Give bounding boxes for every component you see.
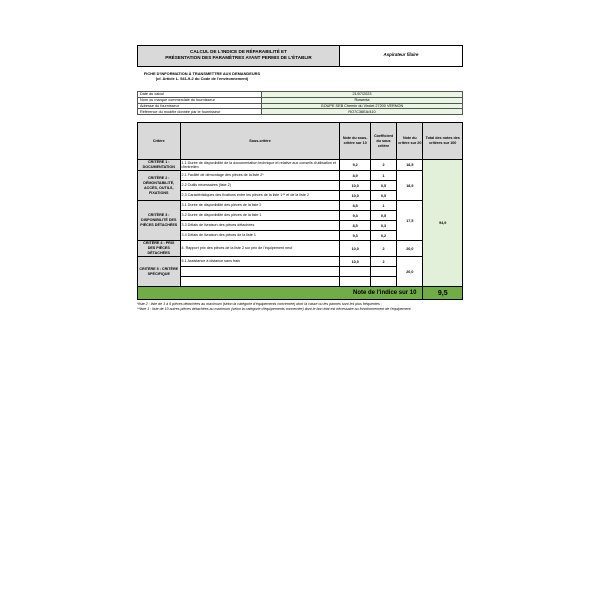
col-note-crit: Note du critère sur 20 <box>397 123 423 160</box>
info-row <box>138 109 463 115</box>
footnote-list2: *liste 2 : liste de 3 à 5 pièces détachées au maximum (selon la catégorie d'équipements concernée) dont la casse ou les pannes sont les plus fréquentes ; <box>137 302 382 307</box>
info-value: Rowenta <box>262 97 463 103</box>
empty-cell <box>340 277 370 287</box>
score-table <box>137 122 463 300</box>
criterion-name: CRITÈRE 5 : CRITÈRE SPÉCIFIQUE <box>138 257 181 287</box>
criterion-note: 20,0 <box>397 257 423 287</box>
subtitle <box>17 71 387 81</box>
table-row <box>138 241 463 257</box>
subcriterion-label: 2.1 Facilité de démontage des pièces de la liste 2* <box>180 171 340 181</box>
criterion-note: 17,5 <box>397 201 423 241</box>
criterion-note: 20,0 <box>397 241 423 257</box>
subcriterion-note <box>340 267 370 277</box>
col-subcriterion: Sous-critère <box>180 123 340 160</box>
final-score-value: 9,5 <box>423 287 463 300</box>
header-title-line2: PRÉSENTATION DES PARAMÈTRES AYANT PERMIS DE L'ÉTABLIR <box>165 55 312 60</box>
subcriterion-note: 8,9 <box>340 171 370 181</box>
subcriterion-label: 3.2 Durée de disponibilité des pièces de la liste 1 <box>180 211 340 221</box>
empty-cell <box>180 277 340 287</box>
subcriterion-note: 10,0 <box>340 241 370 257</box>
subcriterion-note: 8,5 <box>340 201 370 211</box>
subcriterion-label: 5.1 Assistance à distance sans frais <box>180 257 340 267</box>
subcriterion-label: 4. Rapport prix des pièces de la liste 2 sur prix de l'équipement neuf <box>180 241 340 257</box>
subcriterion-coef: 0,2 <box>370 231 396 241</box>
info-label: Adresse du fournisseur <box>138 103 262 109</box>
subcriterion-note: 10,0 <box>340 191 370 201</box>
criterion-name: CRITÈRE 3 : DISPONIBILITÉ DES PIÈCES DÉTACHÉES <box>138 201 181 241</box>
subcriterion-note: 10,0 <box>340 181 370 191</box>
supplier-info-table <box>137 91 463 115</box>
col-note-sub: Note du sous-critère sur 10 <box>340 123 370 160</box>
subcriterion-label: 3.1 Durée de disponibilité des pièces de la liste 2 <box>180 201 340 211</box>
product-type: Aspirateur filaire <box>383 52 419 57</box>
repairability-sheet <box>137 45 463 311</box>
final-score-row <box>138 287 463 300</box>
info-value: RO7C36EA/410 <box>262 109 463 115</box>
subcriterion-coef: 1 <box>370 201 396 211</box>
criterion-name: CRITÈRE 1 : DOCUMENTATION <box>138 160 181 171</box>
subtitle-line1: FICHE D'INFORMATION À TRANSMETTRE AUX DEMANDEURS <box>143 71 261 76</box>
footnote-list1: **liste 1 : liste de 10 autres pièces détachées au maximum (selon la catégorie d'équipements concernée) dont le bon état est nécessaire au fonctionnement de l'équipement. <box>137 306 412 311</box>
subcriterion-note: 9,3 <box>340 231 370 241</box>
empty-cell <box>370 277 396 287</box>
col-coef: Coefficient du sous critère <box>370 123 396 160</box>
subcriterion-coef: 2 <box>370 160 396 171</box>
info-value: 21/07/2023 <box>262 92 463 98</box>
subcriterion-coef: 2 <box>370 241 396 257</box>
final-score-label: Note de l'indice sur 10 <box>138 287 423 300</box>
subcriterion-label: 3.4 Délais de livraison des pièces de la liste 1 <box>180 231 340 241</box>
subcriterion-label: 1.1 Durée de disponibilité de la documentation technique et relative aux conseils d'utilisation et d'entretien <box>180 160 340 171</box>
header-title <box>138 46 340 66</box>
subtitle-line2: (cf. Article L. 541-9-2 du Code de l'environnement) <box>155 76 249 81</box>
subcriterion-coef: 0,5 <box>370 191 396 201</box>
table-row <box>138 257 463 267</box>
subcriterion-note: 9,3 <box>340 211 370 221</box>
subcriterion-coef <box>370 267 396 277</box>
subcriterion-label: 2.3 Caractéristiques des fixations entre les pièces de la liste 1** et de la liste 2 <box>180 191 340 201</box>
total-score: 94,9 <box>423 160 463 287</box>
table-row <box>138 160 463 171</box>
criterion-name: CRITÈRE 4 : PRIX DES PIÈCES DÉTACHÉES <box>138 241 181 257</box>
col-total: Total des notes des critères sur 100 <box>423 123 463 160</box>
criterion-name: CRITÈRE 2 : DÉMONTABILITÉ, ACCÈS, OUTILS, FIXATIONS <box>138 171 181 201</box>
criterion-note: 18,9 <box>397 171 423 201</box>
subcriterion-note: 8,5 <box>340 221 370 231</box>
footnotes <box>137 302 463 311</box>
subcriterion-coef: 0,3 <box>370 221 396 231</box>
criterion-note: 18,5 <box>397 160 423 171</box>
subcriterion-label <box>180 267 340 277</box>
subcriterion-coef: 0,5 <box>370 181 396 191</box>
header-title-line1: CALCUL DE L'INDICE DE RÉPARABILITÉ ET <box>190 49 287 54</box>
subcriterion-note: 10,0 <box>340 257 370 267</box>
score-table-header <box>138 123 463 160</box>
table-row <box>138 201 463 211</box>
subcriterion-coef: 1 <box>370 171 396 181</box>
info-label: Référence du modèle donnée par le fournisseur <box>138 109 262 115</box>
sheet-header <box>137 45 463 67</box>
info-label: Nom ou marque commerciale du fournisseur <box>138 97 262 103</box>
subcriterion-coef: 2 <box>370 257 396 267</box>
subcriterion-coef: 0,5 <box>370 211 396 221</box>
subcriterion-label: 2.2 Outils nécessaires (liste 2) <box>180 181 340 191</box>
col-criterion: Critère <box>138 123 181 160</box>
table-row <box>138 171 463 181</box>
subcriterion-label: 3.3 Délais de livraison des pièces détachées <box>180 221 340 231</box>
info-label: Date du calcul <box>138 92 262 98</box>
subcriterion-note: 9,2 <box>340 160 370 171</box>
info-value: GOUPE SEB Chemin du Virolet 27200 VERNON <box>262 103 463 109</box>
